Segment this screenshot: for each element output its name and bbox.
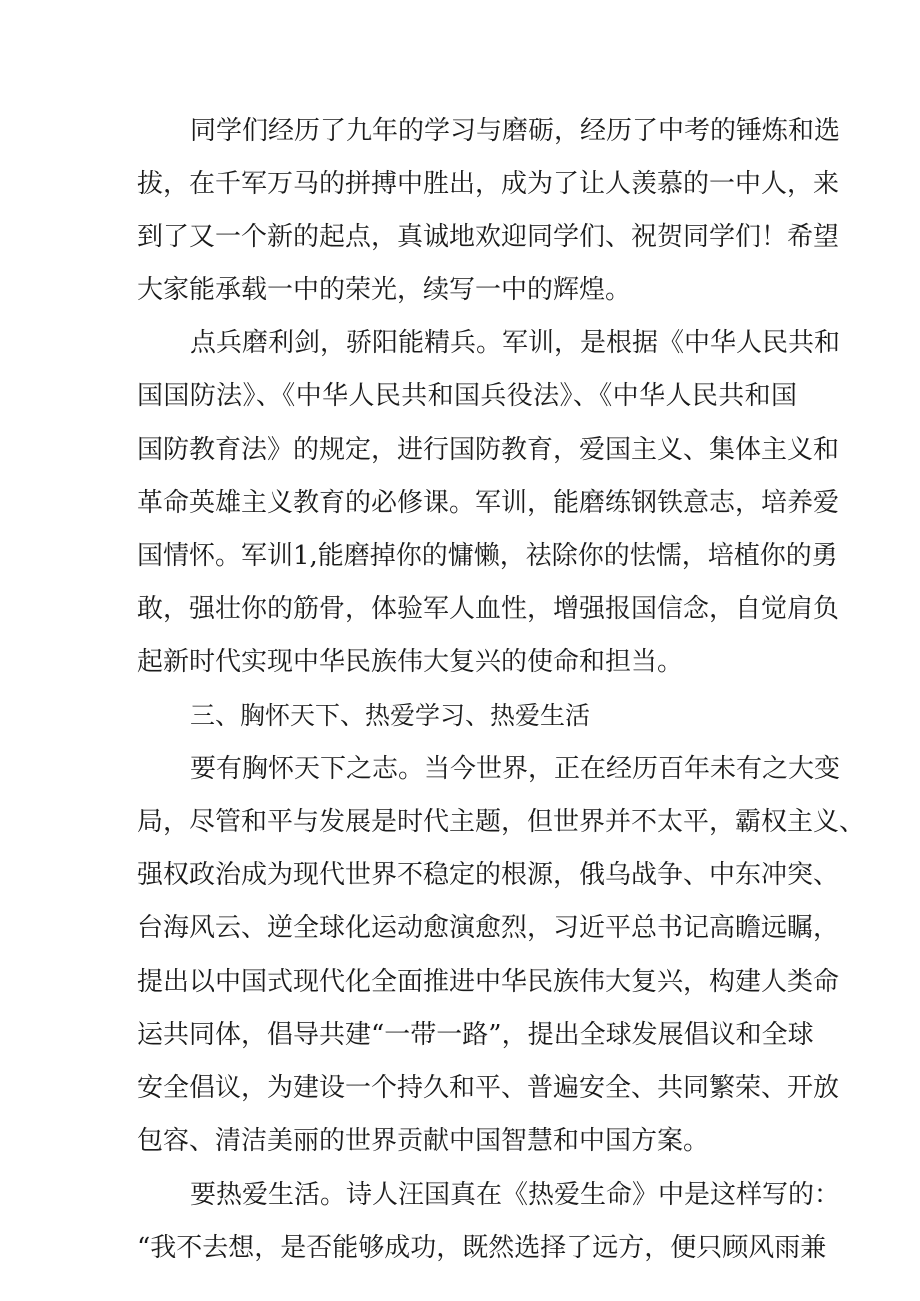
paragraph-4-line-1: 要热爱生活。诗人汪国真在《热爱生命》中是这样写的：	[190, 1180, 841, 1210]
paragraph-3-line-4: 台海风云、逆全球化运动愈演愈烈，习近平总书记高瞻远瞩，	[137, 913, 840, 943]
paragraph-2-line-2: 国国防法》、《中华人民共和国兵役法》、《中华人民共和国	[137, 381, 797, 411]
paragraph-3-line-6: 运共同体，倡导共建“一带一路”，提出全球发展倡议和全球	[137, 1020, 814, 1050]
paragraph-3-line-7: 安全倡议，为建设一个持久和平、普遍安全、共同繁荣、开放	[137, 1073, 840, 1103]
paragraph-3-line-5: 提出以中国式现代化全面推进中华民族伟大复兴，构建人类命	[137, 967, 840, 997]
paragraph-3-line-8: 包容、清洁美丽的世界贡献中国智慧和中国方案。	[137, 1126, 710, 1156]
paragraph-3-line-3: 强权政治成为现代世界不稳定的根源，俄乌战争、中东冲突、	[137, 860, 840, 890]
paragraph-3-line-1: 要有胸怀天下之志。当今世界，正在经历百年未有之大变	[190, 754, 841, 784]
paragraph-1-line-2: 拔，在千军万马的拼搏中胜出，成为了让人羡慕的一中人，来	[137, 169, 840, 199]
paragraph-2-line-3: 国防教育法》的规定，进行国防教育，爱国主义、集体主义和	[137, 435, 840, 465]
paragraph-2-line-1: 点兵磨利剑，骄阳能精兵。军训，是根据《中华人民共和	[190, 328, 841, 358]
paragraph-1-line-3: 到了又一个新的起点，真诚地欢迎同学们、祝贺同学们！希望	[137, 222, 840, 252]
paragraph-1-line-1: 同学们经历了九年的学习与磨砺，经历了中考的锤炼和选	[190, 116, 841, 146]
paragraph-2-line-6: 敢，强壮你的筋骨，体验军人血性，增强报国信念，自觉肩负	[137, 594, 840, 624]
section-heading: 三、胸怀天下、热爱学习、热爱生活	[190, 701, 591, 730]
paragraph-2-line-5: 国情怀。军训1,能磨掉你的慵懒，祛除你的怯懦，培植你的勇	[137, 541, 838, 571]
paragraph-2-line-7: 起新时代实现中华民族伟大复兴的使命和担当。	[137, 647, 684, 677]
paragraph-3-line-2: 局，尽管和平与发展是时代主题，但世界并不太平，霸权主义、	[137, 807, 866, 837]
paragraph-2-line-4: 革命英雄主义教育的必修课。军训，能磨练钢铁意志，培养爱	[137, 488, 840, 518]
paragraph-1-line-4: 大家能承载一中的荣光，续写一中的辉煌。	[137, 275, 632, 305]
paragraph-4-line-2: “我不去想，是否能够成功，既然选择了远方，便只顾风雨兼	[137, 1233, 827, 1263]
